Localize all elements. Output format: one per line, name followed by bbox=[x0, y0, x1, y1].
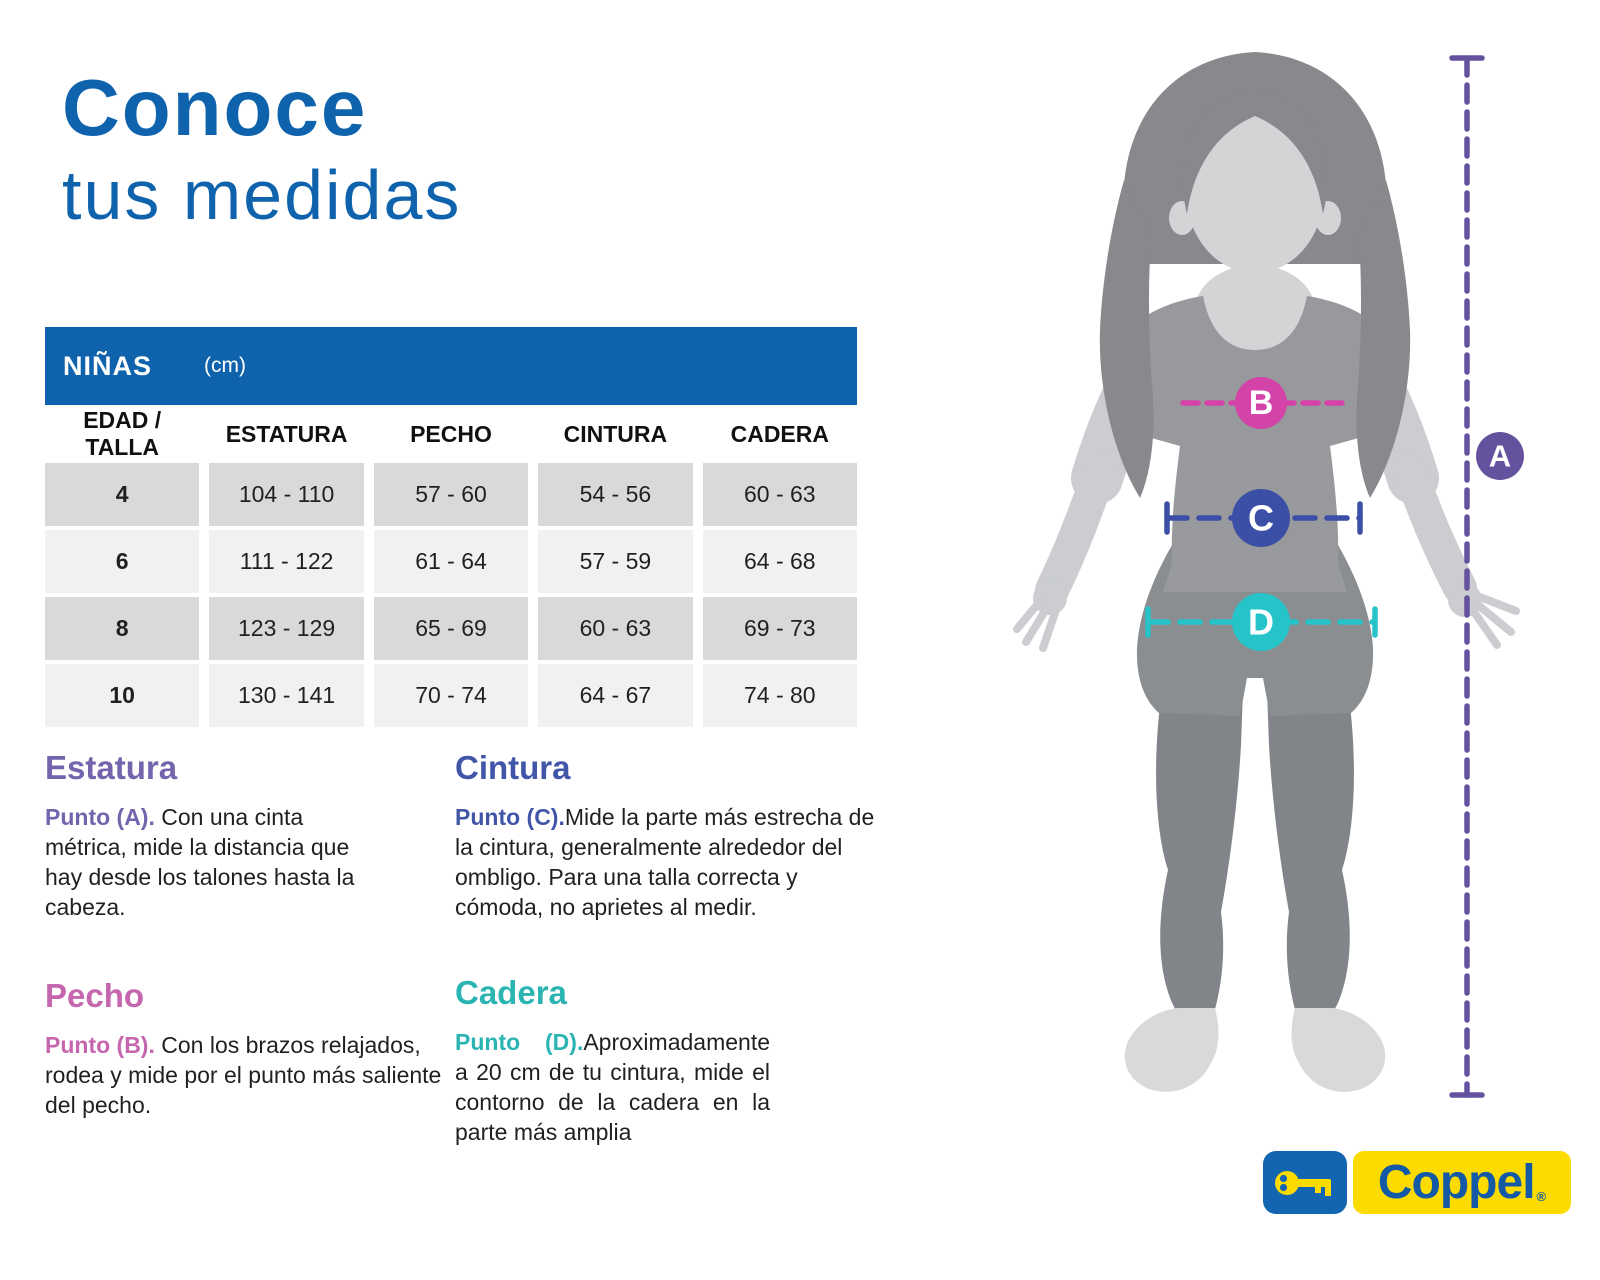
table-row bbox=[45, 597, 857, 660]
point-d-label: Punto (D). bbox=[455, 1029, 584, 1056]
table-cell: 57 - 59 bbox=[538, 530, 692, 593]
section-pecho-text: Punto (B). Con los brazos relajados, rodea y mide por el punto más saliente del pecho. bbox=[45, 1032, 442, 1119]
table-column-header: ESTATURA bbox=[225, 420, 348, 447]
table-row bbox=[45, 664, 857, 727]
section-pecho-title: Pecho bbox=[45, 977, 145, 1014]
table-cell: 123 - 129 bbox=[209, 597, 363, 660]
table-cell: 60 - 63 bbox=[703, 463, 857, 526]
foot-left bbox=[1125, 1008, 1219, 1092]
marker-c-label: C bbox=[1248, 497, 1274, 539]
table-title-bar bbox=[45, 327, 857, 405]
table-column-header: CINTURA bbox=[563, 420, 668, 447]
leg-right bbox=[1267, 690, 1354, 1013]
section-cintura bbox=[455, 750, 875, 922]
leg-left bbox=[1156, 690, 1243, 1013]
table-cell: 4 bbox=[45, 463, 199, 526]
table-cell: 111 - 122 bbox=[209, 530, 363, 593]
table-cell: 69 - 73 bbox=[703, 597, 857, 660]
marker-b-label: B bbox=[1248, 384, 1274, 422]
section-estatura-title: Estatura bbox=[45, 749, 178, 786]
point-a-label: Punto (A). bbox=[45, 804, 155, 831]
table-body bbox=[45, 463, 857, 727]
registered-mark: ® bbox=[1536, 1189, 1547, 1204]
point-b-label: Punto (B). bbox=[45, 1032, 155, 1059]
table-header-row bbox=[45, 405, 857, 463]
section-estatura bbox=[45, 750, 380, 922]
table-unit-label: (cm) bbox=[204, 354, 246, 377]
page-title-line2: tus medidas bbox=[62, 156, 462, 234]
table-cell: 64 - 67 bbox=[538, 664, 692, 727]
table-group-label: NIÑAS bbox=[63, 350, 153, 381]
section-estatura-text: Punto (A). Con una cinta métrica, mide la distancia que hay desde los talones hasta la cabeza. bbox=[45, 804, 355, 921]
table-cell: 60 - 63 bbox=[538, 597, 692, 660]
section-cadera bbox=[455, 975, 770, 1147]
table-cell: 6 bbox=[45, 530, 199, 593]
key-icon bbox=[1273, 1163, 1337, 1203]
table-row bbox=[45, 530, 857, 593]
coppel-wordmark-tile bbox=[1353, 1151, 1571, 1214]
coppel-wordmark: Coppel bbox=[1377, 1155, 1535, 1209]
foot-right bbox=[1292, 1008, 1386, 1092]
size-table bbox=[45, 327, 857, 727]
marker-d-label: D bbox=[1248, 601, 1274, 643]
table-cell: 10 bbox=[45, 664, 199, 727]
marker-a-label: A bbox=[1488, 438, 1512, 474]
coppel-logo bbox=[1263, 1151, 1571, 1214]
table-cell: 57 - 60 bbox=[374, 463, 528, 526]
hand-left-fingers bbox=[1017, 600, 1056, 648]
table-cell: 54 - 56 bbox=[538, 463, 692, 526]
table-cell: 61 - 64 bbox=[374, 530, 528, 593]
table-cell: 104 - 110 bbox=[209, 463, 363, 526]
table-cell: 65 - 69 bbox=[374, 597, 528, 660]
table-cell: 130 - 141 bbox=[209, 664, 363, 727]
table-cell: 8 bbox=[45, 597, 199, 660]
section-cintura-text: Punto (C).Mide la parte más estrecha de la cintura, generalmente alrededor del ombligo. Para una talla correcta y cómoda, no aprietes al medir. bbox=[455, 804, 875, 921]
section-cintura-title: Cintura bbox=[455, 749, 571, 786]
table-row bbox=[45, 463, 857, 526]
hand-right-fingers bbox=[1472, 597, 1516, 645]
page-title bbox=[62, 63, 462, 234]
girl-silhouette-illustration bbox=[1000, 40, 1600, 1210]
table-cell: 74 - 80 bbox=[703, 664, 857, 727]
section-cadera-title: Cadera bbox=[455, 974, 567, 1011]
coppel-key-tile bbox=[1263, 1151, 1347, 1214]
table-cell: 70 - 74 bbox=[374, 664, 528, 727]
section-pecho bbox=[45, 978, 445, 1120]
page-title-line1: Conoce bbox=[62, 63, 368, 152]
point-c-label: Punto (C). bbox=[455, 804, 565, 831]
table-column-header: EDAD / TALLA bbox=[83, 407, 162, 460]
table-column-header: PECHO bbox=[410, 420, 492, 447]
table-column-header: CADERA bbox=[730, 420, 829, 447]
table-cell: 64 - 68 bbox=[703, 530, 857, 593]
section-cadera-text: Punto (D).Aproximadamente a 20 cm de tu cintura, mide el contorno de la cadera en la parte más amplia bbox=[455, 1029, 770, 1146]
